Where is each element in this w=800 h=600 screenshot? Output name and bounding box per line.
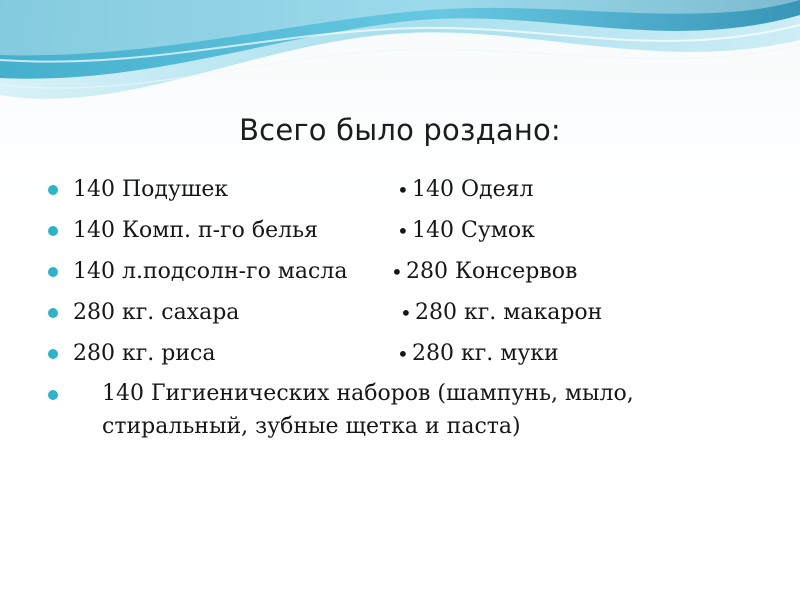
item-right-text: 280 Консервов <box>406 259 578 284</box>
sub-bullet: • <box>391 260 403 284</box>
sub-bullet: • <box>397 342 409 366</box>
slide-title: Всего было роздано: <box>239 113 561 147</box>
list-item <box>44 172 764 213</box>
item-text: 140 Гигиенических наборов (шампунь, мыло, стиральный, зубные щетка и паста) <box>102 381 634 439</box>
item-left-text: 140 Комп. п-го белья <box>73 218 318 243</box>
item-right-text: 140 Сумок <box>412 218 535 243</box>
item-right-text: 280 кг. муки <box>412 341 559 366</box>
item-list <box>44 172 764 443</box>
sub-bullet: • <box>397 178 409 202</box>
sub-bullet: • <box>400 301 412 325</box>
list-item <box>44 336 764 377</box>
item-left-text: 140 Подушек <box>73 177 229 202</box>
list-item <box>44 254 764 295</box>
bullet-marker <box>48 390 58 400</box>
item-left-text: 280 кг. риса <box>73 341 216 366</box>
bullet-marker <box>48 308 58 318</box>
header-wave-decoration <box>0 0 800 120</box>
item-right-text: 280 кг. макарон <box>415 300 603 325</box>
list-item <box>44 295 764 336</box>
item-left-text: 280 кг. сахара <box>73 300 240 325</box>
item-left-text: 140 л.подсолн-го масла <box>73 259 348 284</box>
list-item <box>44 377 764 443</box>
bullet-marker <box>48 185 58 195</box>
bullet-marker <box>48 226 58 236</box>
sub-bullet: • <box>397 219 409 243</box>
list-item <box>44 213 764 254</box>
bullet-marker <box>48 267 58 277</box>
bullet-marker <box>48 349 58 359</box>
item-right-text: 140 Одеял <box>412 177 534 202</box>
